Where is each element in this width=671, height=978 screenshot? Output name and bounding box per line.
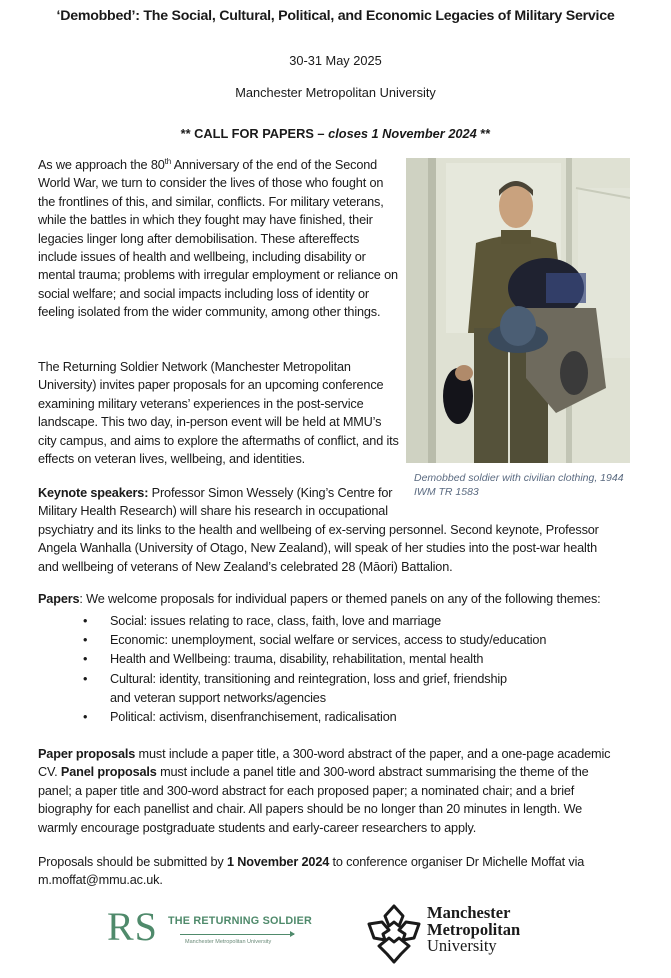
photo-credit: IWM TR 1583 xyxy=(414,486,479,498)
mmu-line-3: University xyxy=(427,936,497,955)
keynote-paragraph xyxy=(38,484,638,576)
arrow-right-icon xyxy=(180,934,294,935)
proposal-line-5: warmly encourage postgraduate students and early-career researchers to apply. xyxy=(38,820,477,835)
bullet-icon: • xyxy=(83,614,88,628)
submission-deadline: 1 November 2024 xyxy=(227,855,330,869)
bullet-icon: • xyxy=(83,652,88,667)
keynote-label: Keynote speakers: xyxy=(38,486,149,500)
submission-line-1 xyxy=(38,853,638,871)
mmu-line-1: Manchester xyxy=(427,903,511,922)
keynote-line-4: Angela Wanhalla (University of Otago, New Zealand), will speak of her studies into the post-war health xyxy=(38,541,597,556)
cfp-suffix: ** xyxy=(476,126,491,141)
intro-paragraph xyxy=(38,156,400,322)
network-paragraph: The Returning Soldier Network (Manchester Metropolitan University) invites paper proposals for an upcoming conference examining military veterans’ experiences in the post-service landscape. This two day, in-person event will be held at MMU’s city campus, and aims to explore the aftermaths of conflict, and its effects on veteran lives, wellbeing, and identities. xyxy=(38,360,399,467)
rs-subtitle: Manchester Metropolitan University xyxy=(185,939,272,945)
theme-item xyxy=(38,631,648,650)
panel-proposals-label: Panel proposals xyxy=(60,765,157,780)
submission-text: Proposals should be submitted by xyxy=(38,855,227,869)
rs-name: THE RETURNING SOLDIER xyxy=(168,915,312,927)
cfp-prefix: ** CALL FOR PAPERS – xyxy=(180,126,329,141)
soldier-photo xyxy=(406,158,630,463)
soldier-photo-illustration xyxy=(406,158,630,463)
proposal-text: must include a paper title, a 300-word abstract of the paper, and a one-page academic xyxy=(135,747,611,761)
theme-text: Social: issues relating to race, class, faith, love and marriage xyxy=(110,614,442,628)
papers-label: Papers xyxy=(38,592,80,606)
bullet-icon: • xyxy=(83,633,88,648)
rs-monogram: RS xyxy=(107,904,158,949)
theme-text: Health and Wellbeing: trauma, disability, rehabilitation, mental health xyxy=(110,652,484,667)
keynote-line-3: psychiatry and its links to the health and wellbeing of ex-serving personnel. Second keynote, Professor xyxy=(38,522,599,537)
theme-text: Economic: unemployment, social welfare or services, access to study/education xyxy=(110,633,547,648)
cfp-deadline: closes 1 November 2024 xyxy=(328,126,477,141)
conference-venue: Manchester Metropolitan University xyxy=(235,85,436,100)
intro-text-start: As we approach the 80 xyxy=(38,158,165,172)
mmu-line-2: Metropolitan xyxy=(427,919,521,939)
bullet-icon: • xyxy=(83,710,88,725)
call-for-papers-banner xyxy=(0,126,671,141)
paper-proposals-label: Paper proposals xyxy=(38,747,136,761)
photo-caption: Demobbed soldier with civilian clothing, 1944 xyxy=(414,472,624,484)
theme-item xyxy=(38,612,648,631)
proposal-requirements xyxy=(38,745,638,837)
returning-soldier-logo xyxy=(107,904,312,957)
proposal-line-2 xyxy=(38,763,638,781)
theme-item xyxy=(38,670,648,708)
page-title: ‘Demobbed’: The Social, Cultural, Political, and Economic Legacies of Military Service xyxy=(56,8,615,24)
theme-item xyxy=(38,650,648,669)
theme-text: Political: activism, disenfranchisement, radicalisation xyxy=(110,710,397,725)
proposal-line-1 xyxy=(38,745,638,763)
mmu-wordmark xyxy=(427,905,520,955)
papers-intro xyxy=(38,590,658,608)
keynote-text: Professor Simon Wessely (King’s Centre for xyxy=(148,486,393,500)
submission-paragraph xyxy=(38,853,638,890)
papers-intro-text: : We welcome proposals for individual papers or themed panels on any of the following themes: xyxy=(79,592,601,606)
theme-text: Cultural: identity, transitioning and reintegration, loss and grief, friendship and veteran support networks/agencies xyxy=(110,671,507,705)
proposal-text: must include a panel title and 300-word abstract summarising the theme of the xyxy=(156,765,589,780)
submission-text: to conference organiser Dr Michelle Moffat via xyxy=(329,855,585,869)
keynote-line-5: and wellbeing of veterans of New Zealand’s celebrated 28 (Māori) Battalion. xyxy=(38,559,453,574)
keynote-line-2: Military Health Research) will share his research in occupational xyxy=(38,504,388,519)
proposal-line-3: panel; a paper title and 300-word abstract for each proposed paper; a nominated chair; and a brief xyxy=(38,783,575,798)
mmu-flower-icon xyxy=(365,902,423,964)
bullet-icon: • xyxy=(83,671,88,686)
ordinal-suffix: th xyxy=(164,157,172,166)
proposal-line-4: biography for each panellist and chair. All papers should be no longer than 20 minutes in length. We xyxy=(38,802,583,817)
mmu-logo xyxy=(365,900,555,966)
organiser-email[interactable]: m.moffat@mmu.ac.uk. xyxy=(38,873,163,888)
conference-dates: 30-31 May 2025 xyxy=(289,53,382,68)
theme-item xyxy=(38,708,648,727)
keynote-line-1 xyxy=(38,484,638,502)
themes-list xyxy=(38,612,648,727)
proposal-text: CV. xyxy=(38,765,61,780)
intro-text-rest: Anniversary of the end of the Second World War, we turn to consider the lives of those who fought on the frontlines of this, and similar, conflicts. For military veterans, while the battles in which they fought may have finished, their legacies linger long after demobilisation. These aftereffects include issues of health and wellbeing, including disability or mental trauma; problems with irregular employment or reliance on social welfare; and social impacts including loss of identity or feeling isolated from the wider community, among other things. xyxy=(38,158,398,320)
